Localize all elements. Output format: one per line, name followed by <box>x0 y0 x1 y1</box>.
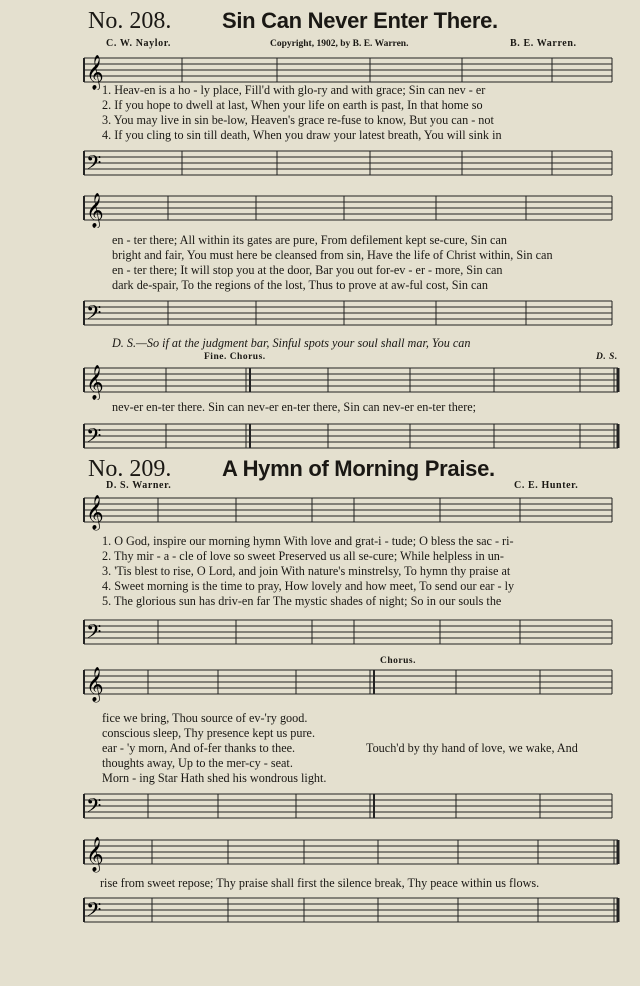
hymn-208-verse-3a: 3. You may live in sin be-low, Heaven's grace re-fuse to know, But you can - not <box>102 113 494 127</box>
hymn-209-verse-5b: Morn - ing Star Hath shed his wondrous light. <box>102 771 327 785</box>
hymn-208-ds-mark: D. S. <box>596 352 618 362</box>
hymn-208-number: No. 208. <box>88 8 172 34</box>
hymn-209-chorus-label: Chorus. <box>380 656 416 666</box>
svg-text:𝄞: 𝄞 <box>86 193 104 228</box>
hymn-209-number: No. 209. <box>88 456 172 482</box>
hymn-209-verse-3b: ear - 'y morn, And of-fer thanks to thee. <box>102 741 296 755</box>
hymn-208-verse-4a: 4. If you cling to sin till death, When you draw your latest breath, You will sink in <box>102 128 502 142</box>
hymn-208-copyright: Copyright, 1902, by B. E. Warren. <box>270 39 409 49</box>
hymn-209-chorus-tail: Touch'd by thy hand of love, we wake, And <box>366 741 578 755</box>
hymn-209-chorus-line2: rise from sweet repose; Thy praise shall first the silence break, Thy peace within us flows. <box>100 876 540 890</box>
svg-text:𝄢: 𝄢 <box>86 301 102 329</box>
hymn-209-verse-4b: thoughts away, Up to the mer-cy - seat. <box>102 756 293 770</box>
hymn-208-verse-1b: en - ter there; All within its gates are pure, From defilement kept se-cure, Sin can <box>112 233 507 247</box>
hymn-208-author: C. W. Naylor. <box>106 38 171 49</box>
staff-treble-208-3 <box>0 360 640 400</box>
hymn-209-title: A Hymn of Morning Praise. <box>222 456 495 481</box>
hymn-208-title: Sin Can Never Enter There. <box>222 8 498 33</box>
staff-bass-208-1 <box>0 143 640 183</box>
staff-bass-209-2 <box>0 786 640 826</box>
svg-text:𝄞: 𝄞 <box>86 667 104 702</box>
hymn-208-verse-1a: 1. Heav-en is a ho - ly place, Fill'd with glo-ry and with grace; Sin can nev - er <box>102 83 486 97</box>
svg-text:𝄢: 𝄢 <box>86 424 102 452</box>
staff-treble-209-3 <box>0 832 640 874</box>
svg-text:𝄞: 𝄞 <box>86 55 104 90</box>
svg-text:𝄢: 𝄢 <box>86 151 102 179</box>
svg-text:𝄢: 𝄢 <box>86 794 102 822</box>
staff-bass-209-3 <box>0 890 640 932</box>
hymn-208-ds-line: D. S.—So if at the judgment bar, Sinful spots your soul shall mar, You can <box>112 336 471 350</box>
hymn-208-verse-2a: 2. If you hope to dwell at last, When your life on earth is past, In that home so <box>102 98 483 112</box>
hymn-209-verse-5a: 5. The glorious sun has driv-en far The mystic shades of night; So in our souls the <box>102 594 502 608</box>
staff-treble-208-2 <box>0 188 640 228</box>
hymn-208-fine-chorus: Fine. Chorus. <box>204 352 266 362</box>
staff-bass-208-3 <box>0 416 640 456</box>
svg-text:𝄞: 𝄞 <box>86 365 104 400</box>
hymn-209-verse-4a: 4. Sweet morning is the time to pray, How lovely and how meet, To send our ear - ly <box>102 579 515 593</box>
hymn-209-author: D. S. Warner. <box>106 480 172 491</box>
hymn-208-verse-2b: bright and fair, You must here be cleansed from sin, Have the life of Christ within, Sin can <box>112 248 553 262</box>
hymn-208-verse-4b: dark de-spair, To the regions of the lost, Thus to prove at aw-ful cost, Sin can <box>112 278 488 292</box>
staff-bass-209-1 <box>0 612 640 652</box>
staff-bass-208-2 <box>0 293 640 333</box>
hymn-208-verse-3b: en - ter there; It will stop you at the door, Bar you out for-ev - er - more, Sin can <box>112 263 503 277</box>
svg-text:𝄢: 𝄢 <box>86 620 102 648</box>
svg-text:𝄞: 𝄞 <box>86 837 104 872</box>
hymn-208-refrain: nev-er en-ter there. Sin can nev-er en-ter there, Sin can nev-er en-ter there; <box>112 400 477 414</box>
hymn-209-verse-3a: 3. 'Tis blest to rise, O Lord, and join With nature's minstrelsy, To hymn thy praise at <box>102 564 511 578</box>
svg-text:𝄢: 𝄢 <box>86 898 102 926</box>
staff-treble-209-1 <box>0 490 640 532</box>
hymn-209-verse-2a: 2. Thy mir - a - cle of love so sweet Preserved us all se-cure; While helpless in un- <box>102 549 504 563</box>
hymn-209-verse-1b: fice we bring, Thou source of ev-'ry good. <box>102 711 308 725</box>
staff-treble-209-2 <box>0 662 640 704</box>
hymn-209-composer: C. E. Hunter. <box>514 480 579 491</box>
hymn-208-composer: B. E. Warren. <box>510 38 577 49</box>
svg-text:𝄞: 𝄞 <box>86 495 104 530</box>
hymn-209-verse-1a: 1. O God, inspire our morning hymn With love and grat-i - tude; O bless the sac - ri- <box>102 534 514 548</box>
hymn-209-verse-2b: conscious sleep, Thy presence kept us pure. <box>102 726 315 740</box>
